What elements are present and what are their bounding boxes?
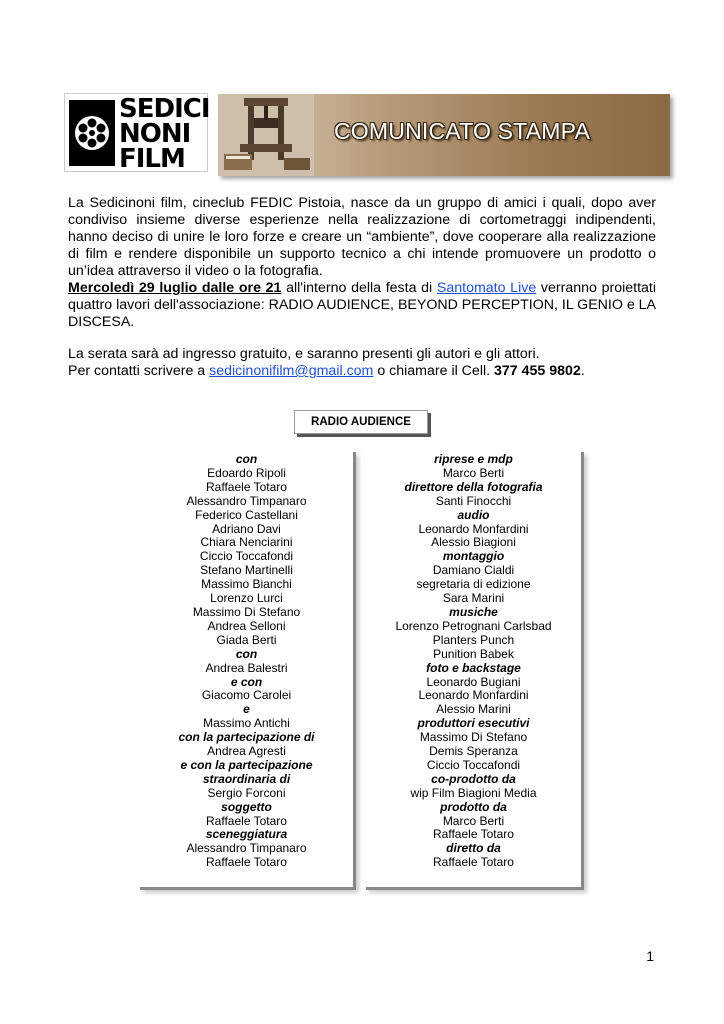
credit-name: Chiara Nenciarini (200, 535, 293, 550)
credit-name: Sara Marini (442, 591, 505, 606)
credit-role: soggetto (221, 799, 272, 814)
credit-name: Massimo Di Stefano (419, 730, 528, 745)
credit-name: Edoardo Ripoli (207, 465, 286, 480)
credit-role: produttori esecutivi (417, 716, 530, 731)
contact-text-1: Per contatti scrivere a (68, 363, 210, 379)
credit-name: Andrea Balestri (205, 660, 288, 675)
credit-role: e (243, 702, 250, 717)
page-number: 1 (646, 948, 654, 964)
credit-name: Massimo Bianchi (201, 577, 292, 592)
film-reel-icon (69, 100, 115, 166)
section-title-box (294, 410, 428, 434)
credit-name: Leonardo Monfardini (418, 521, 529, 536)
credit-role: musiche (449, 604, 498, 619)
credit-role: direttore della fotografia (404, 479, 543, 494)
phone-number: 377 455 9802 (494, 363, 581, 379)
credit-name: Giada Berti (216, 632, 277, 647)
credit-name: Massimo Antichi (203, 716, 290, 731)
logo-line-1: SEDICI (119, 94, 210, 124)
credit-name: Massimo Di Stefano (192, 604, 301, 619)
credit-name: Punition Babek (433, 646, 514, 661)
credit-role: con (235, 452, 258, 466)
credits-list-right (366, 453, 581, 870)
festival-link[interactable]: Santomato Live (436, 280, 537, 296)
credit-name: Raffaele Totaro (206, 855, 287, 870)
intro-paragraph: La Sedicinoni film, cineclub FEDIC Pistoia, nasce da un gruppo di amici i quali, dopo aver condiviso insieme diverse esperienze nella realizzazione di cortometraggi indipendenti, hanno deciso di unire le loro forze e creare un “ambiente”, dove cooperare alla realizzazione di film e rendere disponibile un supporto tecnico a chi intende promuovere un prodotto o un’idea attraverso il video o la fotografia. (68, 195, 656, 279)
credit-name: Stefano Martinelli (200, 563, 293, 578)
printing-press-image (218, 94, 314, 176)
page-title: COMUNICATO STAMPA (334, 118, 590, 144)
credit-name: Leonardo Bugiani (426, 674, 521, 689)
credit-name: Alessandro Timpanaro (186, 841, 307, 856)
credit-name: Lorenzo Petrognani Carlsbad (395, 618, 552, 633)
credit-name: Raffaele Totaro (433, 827, 514, 842)
credit-name: Andrea Selloni (207, 618, 286, 633)
credit-role: straordinaria di (202, 771, 291, 786)
credit-role: sceneggiatura (205, 827, 288, 842)
event-text-1: all'interno della festa di (281, 280, 437, 296)
credit-role: audio (457, 507, 490, 522)
credit-name: Sergio Forconi (207, 785, 286, 800)
credits-column-left (140, 452, 356, 890)
credit-name: Raffaele Totaro (433, 855, 514, 870)
admission-paragraph: La serata sarà ad ingresso gratuito, e saranno presenti gli autori e gli attori. (68, 346, 540, 362)
credit-name: Giacomo Carolei (201, 688, 292, 703)
credit-role: co-prodotto da (431, 771, 516, 786)
credit-name: Raffaele Totaro (206, 813, 287, 828)
credit-name: Leonardo Monfardini (418, 688, 529, 703)
credits-list-left (140, 453, 353, 870)
credit-name: Damiano Cialdi (432, 563, 515, 578)
event-date: Mercoledì 29 luglio dalle ore 21 (68, 280, 282, 296)
credit-name: Ciccio Toccafondi (426, 757, 521, 772)
credit-name: Ciccio Toccafondi (199, 549, 294, 564)
credit-name: Federico Castellani (195, 507, 298, 522)
credits-column-right (366, 452, 584, 890)
event-text-2: verranno proiettati quattro lavori dell'associazione: RADIO AUDIENCE, BEYOND PERCEPTION, IL GENIO e LA DISCESA. (68, 280, 657, 330)
contact-paragraph (68, 363, 656, 380)
email-link[interactable]: sedicinonifilm@gmail.com (209, 363, 374, 379)
credit-name: Andrea Agresti (207, 744, 286, 759)
sedicinoni-logo (64, 93, 208, 172)
credit-name: Marco Berti (442, 813, 505, 828)
logo-line-3: FILM (119, 144, 185, 174)
title-strip (218, 94, 670, 176)
credit-name: Adriano Davi (212, 521, 281, 536)
credit-role: e con (230, 674, 263, 689)
contact-text-2: o chiamare il Cell. (373, 363, 495, 379)
credit-name: Lorenzo Lurci (210, 591, 283, 606)
credit-name: Alessandro Timpanaro (186, 493, 307, 508)
credit-role: riprese e mdp (434, 452, 513, 466)
logo-wordmark (119, 94, 210, 174)
header-banner (64, 93, 670, 179)
credit-role: foto e backstage (426, 660, 521, 675)
credit-name: Planters Punch (432, 632, 515, 647)
credit-role: e con la partecipazione (180, 757, 313, 772)
credit-name: Alessio Marini (436, 702, 511, 717)
contact-text-3: . (580, 363, 585, 379)
credit-role: con (235, 646, 258, 661)
credit-name: wip Film Biagioni Media (410, 785, 537, 800)
credit-role: con la partecipazione di (178, 730, 315, 745)
section-title: RADIO AUDIENCE (311, 416, 411, 428)
credit-role: prodotto da (440, 799, 507, 814)
credit-role: diretto da (446, 841, 501, 856)
credit-name: Raffaele Totaro (206, 479, 287, 494)
credit-name: Marco Berti (442, 465, 505, 480)
credit-name: Demis Speranza (429, 744, 518, 759)
credit-name: segretaria di edizione (416, 577, 531, 592)
credit-name: Alessio Biagioni (431, 535, 516, 550)
logo-line-2: NONI (119, 119, 191, 149)
credit-role: montaggio (442, 549, 505, 564)
event-paragraph (68, 280, 656, 331)
credit-name: Santi Finocchi (435, 493, 512, 508)
